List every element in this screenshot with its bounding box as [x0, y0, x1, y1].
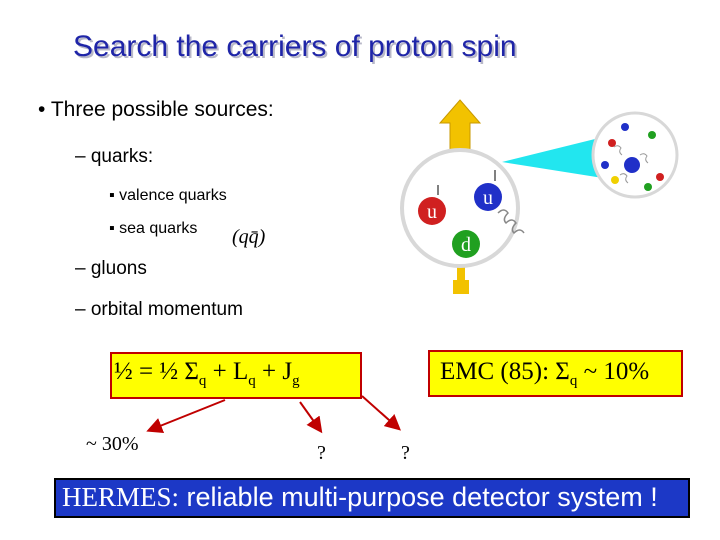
- square-bullet-icon: ▪: [109, 220, 120, 237]
- page-title: Search the carriers of proton spin: [73, 30, 517, 63]
- equation-sub-q2: q: [248, 373, 256, 389]
- emc-sub: q: [569, 373, 578, 389]
- bullet-valence-text: valence quarks: [119, 187, 227, 204]
- hermes-text: [62, 482, 658, 513]
- bullet-dot: •: [38, 98, 51, 121]
- equation-sub-q1: q: [198, 373, 207, 389]
- emc-prefix: EMC (85): Σ: [440, 358, 570, 385]
- arrow-to-jg: [362, 396, 398, 428]
- arrow-to-thirty: [150, 400, 225, 430]
- bullet-gluons-text: gluons: [90, 258, 147, 279]
- equation-plus-l: + L: [206, 358, 249, 385]
- sea-formula: (qq̄): [232, 226, 266, 248]
- equation-lhs: ½ = ½ Σ: [114, 358, 199, 385]
- square-bullet-icon: ▪: [109, 187, 120, 204]
- bullet-orbital-text: orbital momentum: [90, 299, 243, 320]
- bullet-sea-text: sea quarks: [119, 220, 198, 237]
- annotation-question-lq: ?: [317, 442, 326, 464]
- bullet-main-text: Three possible sources:: [50, 98, 274, 121]
- equation-plus-j: + J: [255, 358, 293, 385]
- dash: –: [75, 299, 91, 320]
- quark-d-label: d: [461, 234, 471, 256]
- emc-suffix: ~ 10%: [577, 358, 650, 385]
- bullet-quarks-text: quarks:: [90, 146, 154, 167]
- hermes-description: reliable multi-purpose detector system !: [179, 482, 658, 512]
- equation-sub-g: g: [292, 373, 300, 389]
- annotation-question-jg: ?: [401, 442, 410, 464]
- hermes-name: HERMES:: [62, 482, 180, 512]
- dash: –: [75, 258, 91, 279]
- dash: –: [75, 146, 91, 167]
- quark-u-right-label: u: [483, 187, 493, 209]
- annotation-thirty-percent: ~ 30%: [86, 433, 139, 455]
- arrow-to-lq: [300, 402, 320, 430]
- quark-u-left-label: u: [427, 201, 437, 223]
